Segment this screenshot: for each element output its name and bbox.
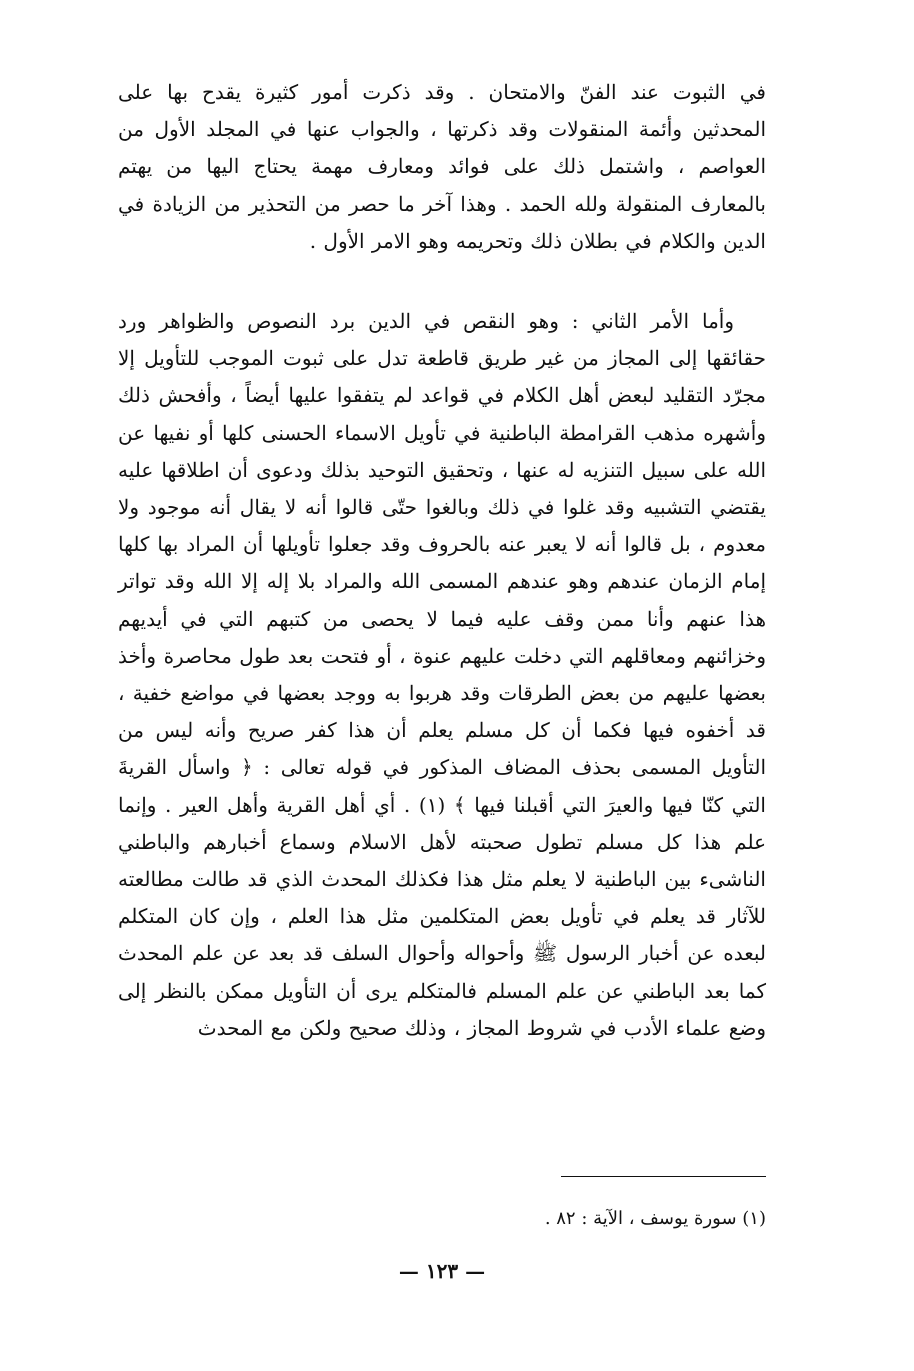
footnote: (١) سورة يوسف ، الآية : ٨٢ . <box>544 1208 766 1229</box>
paragraph-2: وأما الأمر الثاني : وهو النقص في الدين برد النصوص والظواهر ورد حقائقها إلى المجاز من غير طريق قاطعة تدل على ثبوت الموجب للتأويل إلا مجرّد التقليد لبعض أهل الكلام في قواعد لم يتفقوا عليها أيضاً ، وأفحش ذلك وأشهره مذهب القرامطة الباطنية في تأويل الاسماء الحسنى كلها أو نفيها عن الله على سبيل التنزيه له عنها ، وتحقيق التوحيد بذلك ودعوى أن اطلاقها عليه يقتضي التشبيه وقد غلوا في ذلك وبالغوا حتّى قالوا أنه لا يقال أنه موجود ولا معدوم ، بل قالوا أنه لا يعبر عنه بالحروف وقد جعلوا تأويلها أن المراد بها كلها إمام الزمان عندهم وهو عندهم المسمى الله والمراد بلا إله إلا الله وقد تواتر هذا عنهم وأنا ممن وقف عليه فيما لا يحصى من كتبهم التي في أيديهم وخزائنهم ومعاقلهم التي دخلت عليهم عنوة ، أو فتحت بعد طول محاصرة وأخذ بعضها عليهم من بعض الطرقات وقد هربوا به ووجد بعضها في مواضع خفية ، قد أخفوه فيها فكما أن كل مسلم يعلم أن هذا كفر صريح وأنه ليس من التأويل المسمى بحذف المضاف المذكور في قوله تعالى : ﴿ واسأل القريةَ التي كنّا فيها والعيرَ التي أقبلنا فيها ﴾ (١) . أي أهل القرية وأهل العير . وإنما علم هذا كل مسلم تطول صحبته لأهل الاسلام وسماع أخبارهم والباطني الناشىء بين الباطنية لا يعلم مثل هذا فكذلك المحدث الذي قد طالت مطالعته للآثار قد يعلم في تأويل بعض المتكلمين مثل هذا العلم ، وإن كان المتكلم لبعده عن أخبار الرسول ﷺ وأحواله وأحوال السلف قد بعد عن علم المحدث كما بعد الباطني عن علم المسلم فالمتكلم يرى أن التأويل ممكن بالنظر إلى وضع علماء الأدب في شروط المجاز ، وذلك صحيح ولكن مع المحدث <box>118 309 766 1040</box>
paragraph-1: في الثبوت عند الفنّ والامتحان . وقد ذكرت أمور كثيرة يقدح بها على المحدثين وأئمة المنقولات وقد ذكرتها ، والجواب عنها في المجلد الأول من العواصم ، واشتمل ذلك على فوائد ومعارف مهمة يحتاج اليها من يهتم بالمعارف المنقولة ولله الحمد . وهذا آخر ما حصر من التحذير من الزيادة في الدين والكلام في بطلان ذلك وتحريمه وهو الامر الأول . <box>118 80 766 253</box>
footnote-separator <box>561 1176 766 1177</box>
page-number: — ١٢٣ — <box>398 1259 486 1283</box>
book-page <box>118 70 766 1360</box>
